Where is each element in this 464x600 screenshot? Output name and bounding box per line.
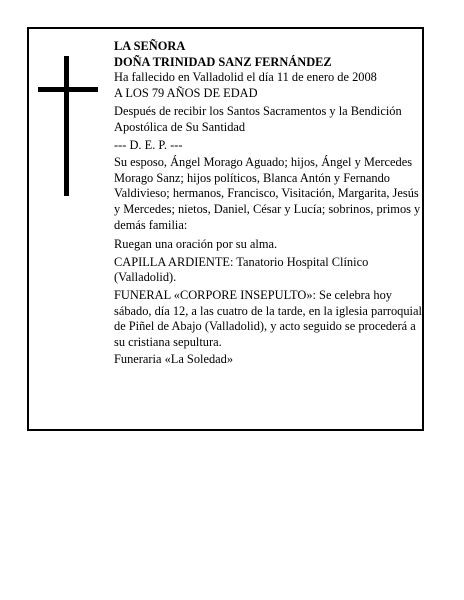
- rip-text: --- D. E. P. ---: [114, 137, 183, 152]
- latin-cross-icon: [38, 56, 98, 196]
- family-text: Su esposo, Ángel Morago Aguado; hijos, Ángel y Mercedes Morago Sanz; hijos políticos, Blanca Antón y Fernando Valdivieso; hermanos, Francisco, Visitación, Margarita, Jesús y Mercedes; nietos, Daniel, César y Lucía; sobrinos, primos y demás familia:: [114, 155, 421, 232]
- age-line: A LOS 79 AÑOS DE EDAD: [114, 85, 258, 100]
- notice-title-line1: LA SEÑORA: [114, 39, 186, 53]
- funeral-text: FUNERAL «CORPORE INSEPULTO»: Se celebra hoy sábado, día 12, a las cuatro de la tarde, en la iglesia parroquial de Piñel de Abajo (Valladolid), y acto seguido se procederá a su cristiana sepultura.: [114, 287, 422, 349]
- chapel-text: CAPILLA ARDIENTE: Tanatorio Hospital Clínico (Valladolid).: [114, 254, 369, 285]
- deceased-name: DOÑA TRINIDAD SANZ FERNÁNDEZ: [114, 54, 332, 69]
- cross-horizontal-bar: [38, 87, 98, 92]
- cross-vertical-bar: [64, 56, 69, 196]
- sacraments-text: Después de recibir los Santos Sacramentos y la Bendición Apostólica de Su Santidad: [114, 104, 402, 134]
- funeral-home-text: Funeraria «La Soledad»: [114, 352, 234, 367]
- death-date-line: Ha fallecido en Valladolid el día 11 de enero de 2008: [114, 70, 377, 85]
- prayer-text: Ruegan una oración por su alma.: [114, 237, 278, 252]
- notice-body: [114, 39, 422, 370]
